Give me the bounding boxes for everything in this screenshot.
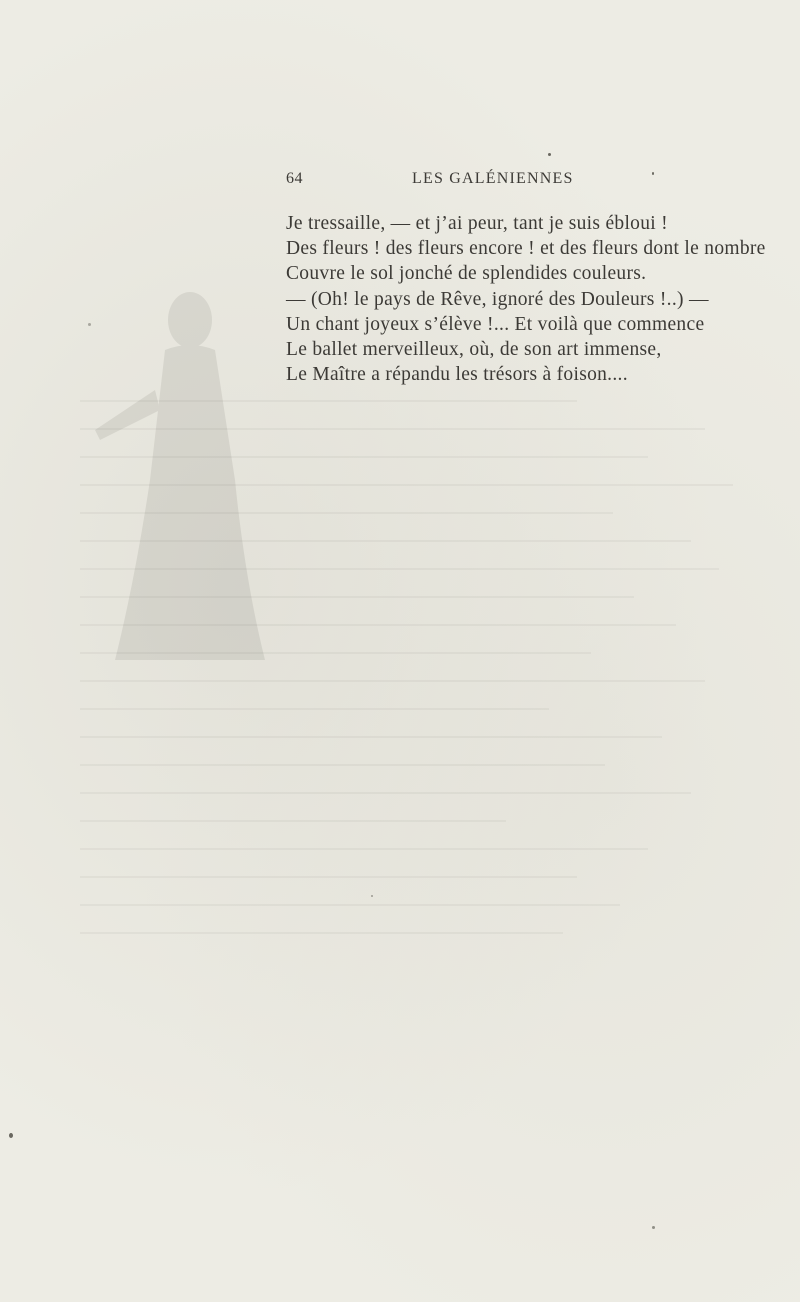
verse-line: Je tressaille, — et j’ai peur, tant je suis ébloui ! [286, 213, 668, 234]
paper-speck [9, 1133, 13, 1138]
poem-stanza [286, 211, 796, 387]
page-number: 64 [286, 170, 303, 187]
paper-speck [652, 172, 654, 175]
paper-speck [548, 153, 551, 156]
verse-line: Des fleurs ! des fleurs encore ! et des fleurs dont le nombre [286, 238, 766, 260]
paper-speck [88, 323, 91, 326]
paper-speck [652, 1226, 655, 1229]
verse-line: Couvre le sol jonché de splendides couleurs. [286, 263, 647, 285]
bleed-through-text [80, 400, 790, 1020]
verse-line: Le ballet merveilleux, où, de son art immense, [286, 339, 662, 361]
running-title: LES GALÉNIENNES [412, 170, 574, 187]
verse-line: — (Oh! le pays de Rêve, ignoré des Douleurs !..) — [286, 288, 709, 310]
page-header [0, 170, 800, 192]
verse-line: Le Maître a répandu les trésors à foison.... [286, 364, 628, 386]
verse-line: Un chant joyeux s’élève !... Et voilà que commence [286, 313, 705, 335]
paper-speck [371, 895, 373, 897]
